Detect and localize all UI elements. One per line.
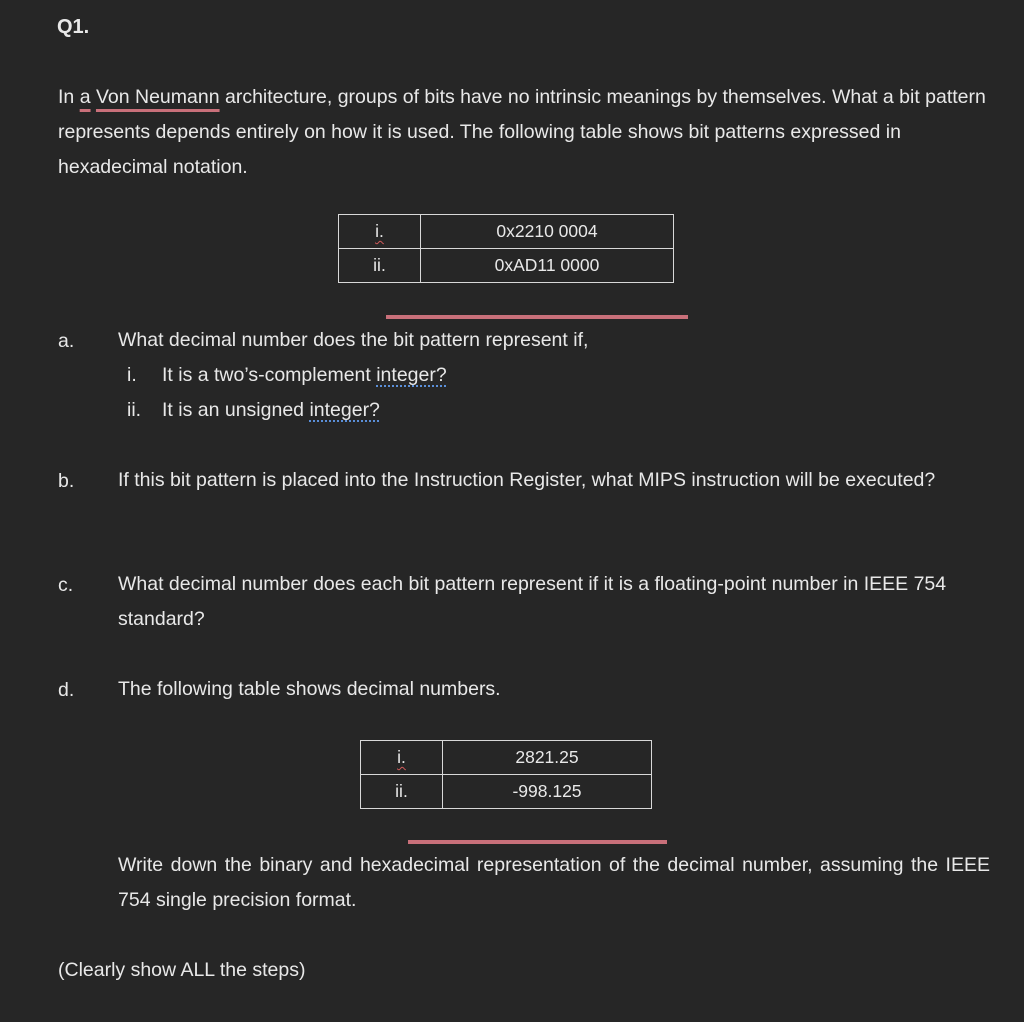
question-a-sub-2-num: ii. — [127, 399, 142, 421]
question-a-sub-1: It is a two’s-complement integer? — [162, 364, 447, 386]
question-a-sub-2: It is an unsigned integer? — [162, 399, 380, 421]
footer-note: (Clearly show ALL the steps) — [58, 959, 306, 981]
intro-pre: In — [58, 86, 80, 108]
divider-bar — [408, 840, 667, 844]
question-b-letter: b. — [58, 470, 75, 492]
question-title: Q1. — [57, 16, 90, 38]
table-row — [339, 215, 674, 249]
hex-pattern-table — [338, 214, 674, 283]
row-label: ii. — [339, 249, 421, 283]
row-label: i. — [375, 221, 384, 241]
question-c-letter: c. — [58, 574, 74, 596]
intro-paragraph — [58, 80, 998, 185]
row-value: -998.125 — [443, 775, 652, 809]
intro-word-a: a — [79, 86, 91, 108]
question-b-text: If this bit pattern is placed into the Instruction Register, what MIPS instruction will be executed? — [118, 469, 936, 491]
table-row — [339, 249, 674, 283]
question-d-letter: d. — [58, 679, 75, 701]
question-d-followup: Write down the binary and hexadecimal representation of the decimal number, assuming the IEEE 754 single precision format. — [118, 854, 990, 911]
row-label: ii. — [361, 775, 443, 809]
row-value: 2821.25 — [443, 741, 652, 775]
question-c-text: What decimal number does each bit pattern represent if it is a floating-point number in IEEE 754 standard? — [118, 573, 947, 630]
divider-bar — [386, 315, 688, 319]
intro-rest: architecture, groups of bits have no intrinsic meanings by themselves. What a bit pattern represents depends entirely on how it is used. The following table shows bit patterns expressed in hexadecimal notation. — [58, 86, 986, 178]
decimal-number-table — [360, 740, 652, 809]
row-value: 0xAD11 0000 — [421, 249, 674, 283]
question-a-text: What decimal number does the bit pattern represent if, — [118, 329, 589, 351]
question-a-letter: a. — [58, 330, 75, 352]
row-value: 0x2210 0004 — [421, 215, 674, 249]
table-row — [361, 775, 652, 809]
table-row — [361, 741, 652, 775]
von-neumann-term: Von Neumann — [95, 86, 220, 108]
question-a-sub-1-num: i. — [127, 364, 137, 386]
question-d-text: The following table shows decimal numbers. — [118, 678, 501, 700]
row-label: i. — [397, 747, 406, 767]
